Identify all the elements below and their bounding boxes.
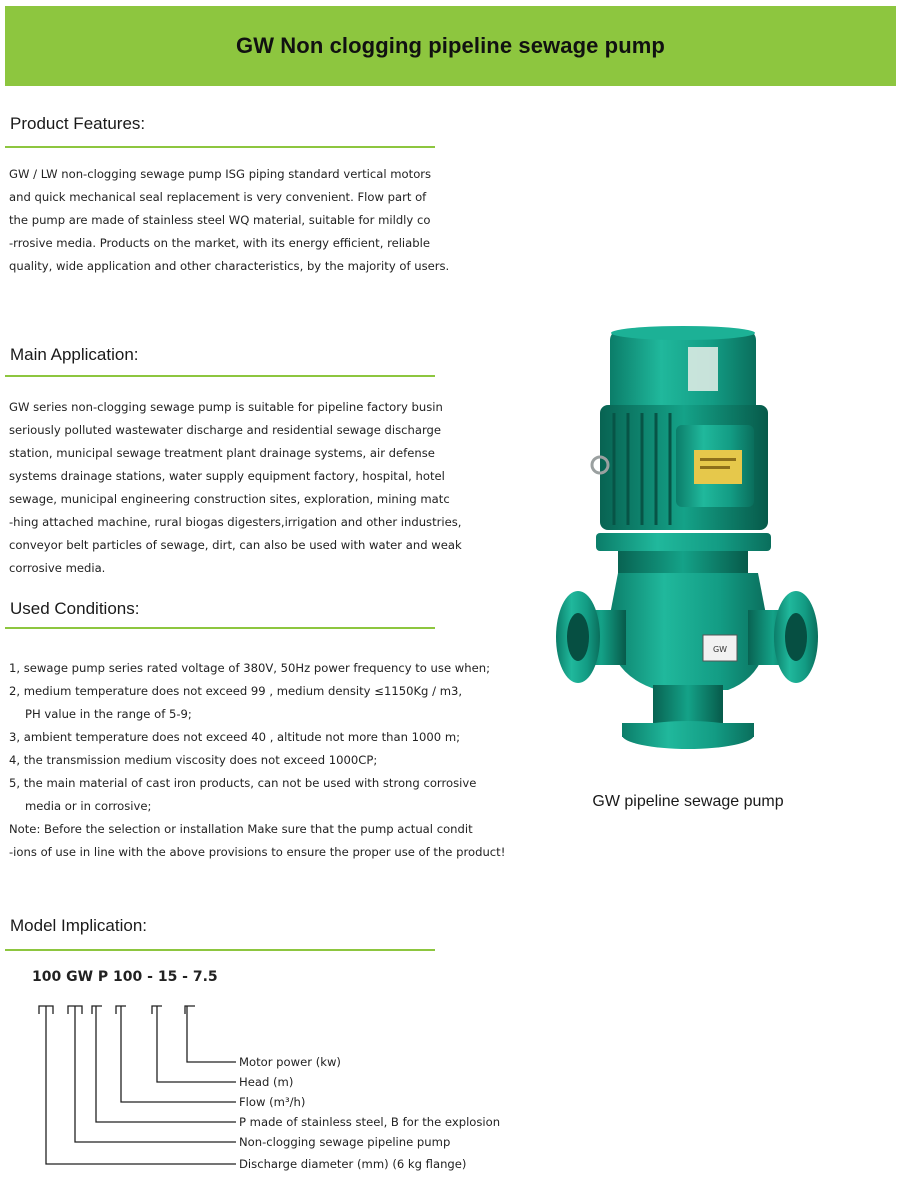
legend-pump-type: Non-clogging sewage pipeline pump [239, 1135, 451, 1149]
text-line: station, municipal sewage treatment plant drainage systems, air defense [9, 446, 435, 460]
title-banner [5, 6, 896, 86]
pump-image-caption: GW pipeline sewage pump [592, 793, 784, 810]
leader-material [96, 1006, 236, 1122]
legend-head: Head (m) [239, 1075, 294, 1089]
text-line: and quick mechanical seal replacement is very convenient. Flow part of [9, 190, 427, 204]
text-line: the pump are made of stainless steel WQ material, suitable for mildly co [9, 213, 431, 227]
used-conditions-heading: Used Conditions: [10, 599, 140, 618]
text-line: 2, medium temperature does not exceed 99 , medium density ≤1150Kg / m3, [9, 684, 463, 698]
section-divider [5, 375, 435, 377]
leader-flow [121, 1006, 236, 1102]
text-line: GW series non-clogging sewage pump is suitable for pipeline factory busin [9, 400, 443, 414]
pump-illustration [548, 325, 838, 765]
text-line: corrosive media. [9, 561, 106, 575]
text-line: systems drainage stations, water supply equipment factory, hospital, hotel [9, 469, 445, 483]
text-line: seriously polluted wastewater discharge and residential sewage discharge [9, 423, 442, 437]
text-line: -rrosive media. Products on the market, with its energy efficient, reliable [9, 236, 430, 250]
legend-flow: Flow (m³/h) [239, 1095, 306, 1109]
text-line: 5, the main material of cast iron products, can not be used with strong corrosive [9, 776, 477, 790]
text-line: quality, wide application and other characteristics, by the majority of users. [9, 259, 450, 273]
used-conditions-text [9, 657, 509, 864]
main-application-text [9, 396, 479, 580]
model-implication-heading: Model Implication: [10, 916, 148, 935]
leader-head [157, 1006, 236, 1082]
legend-material: P made of stainless steel, B for the explosion [239, 1115, 501, 1129]
legend-diameter: Discharge diameter (mm) (6 kg flange) [239, 1157, 467, 1171]
leader-motor-power [187, 1006, 236, 1062]
product-features-text [9, 163, 509, 278]
section-divider [5, 949, 435, 951]
section-divider [5, 627, 435, 629]
main-application-heading: Main Application: [10, 345, 139, 364]
text-line: conveyor belt particles of sewage, dirt, can also be used with water and weak [9, 538, 462, 552]
text-line: sewage, municipal engineering construction sites, exploration, mining matc [9, 492, 450, 506]
legend-motor-power: Motor power (kw) [239, 1055, 341, 1069]
text-line: media or in corrosive; [25, 799, 152, 813]
nameplate-label: GW [712, 645, 728, 654]
section-divider [5, 146, 435, 148]
text-line: 4, the transmission medium viscosity does not exceed 1000CP; [9, 753, 378, 767]
text-line: Note: Before the selection or installation Make sure that the pump actual condit [9, 822, 473, 836]
text-line: 1, sewage pump series rated voltage of 380V, 50Hz power frequency to use when; [9, 661, 490, 675]
pump-product-image [548, 325, 838, 765]
product-features-heading: Product Features: [10, 114, 146, 133]
bracket-material [92, 1006, 102, 1014]
text-line: -ions of use in line with the above provisions to ensure the proper use of the product! [9, 845, 506, 859]
model-code: 100 GW P 100 - 15 - 7.5 [32, 969, 218, 985]
page-title: GW Non clogging pipeline sewage pump [236, 33, 665, 58]
text-line: -hing attached machine, rural biogas digesters,irrigation and other industries, [9, 515, 462, 529]
text-line: PH value in the range of 5-9; [25, 707, 192, 721]
text-line: 3, ambient temperature does not exceed 40 , altitude not more than 1000 m; [9, 730, 461, 744]
text-line: GW / LW non-clogging sewage pump ISG piping standard vertical motors [9, 167, 432, 181]
